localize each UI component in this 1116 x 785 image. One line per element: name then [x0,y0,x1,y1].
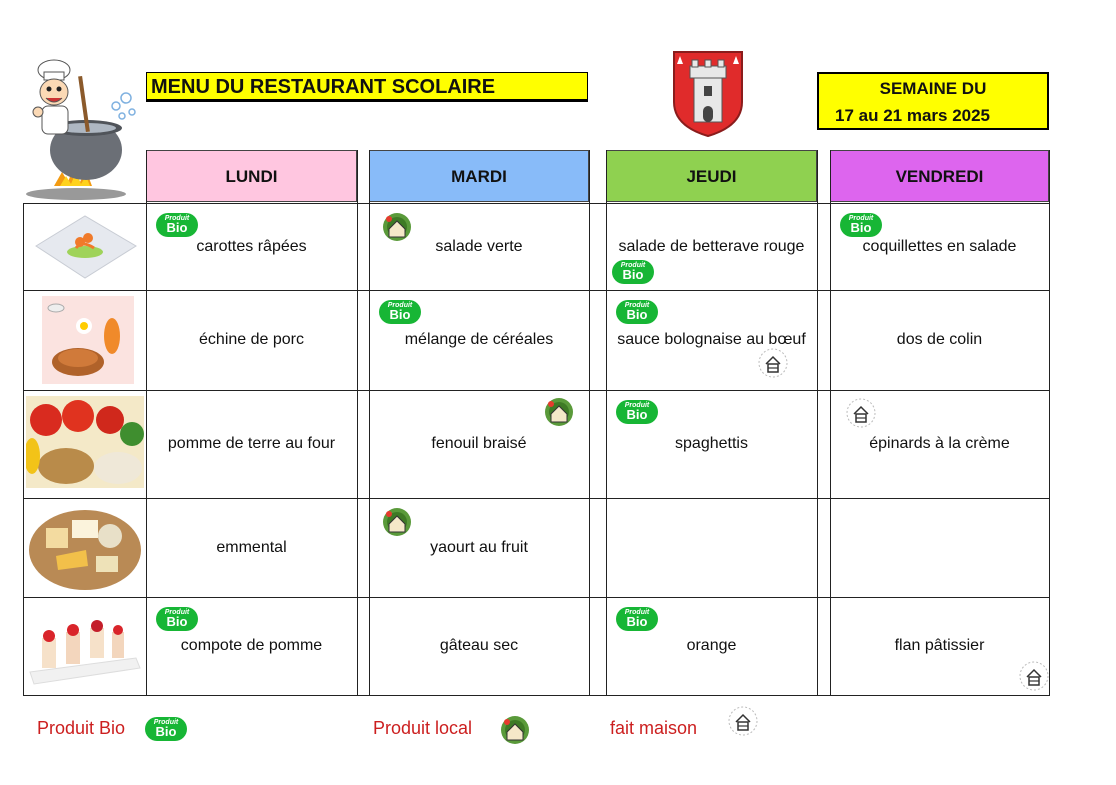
week-dates: 17 au 21 mars 2025 [835,106,991,125]
table-rule [357,150,358,696]
menu-cell [146,498,357,597]
menu-title: MENU DU RESTAURANT SCOLAIRE [146,72,588,102]
bio-badge-icon [840,213,882,237]
vegetables-image [26,396,144,488]
homemade-icon [1019,661,1049,691]
local-product-icon [543,396,575,428]
table-rule [23,695,1050,696]
day-header-vendredi: VENDREDI [830,150,1049,202]
menu-item-text: fenouil braisé [431,435,527,452]
week-label: SEMAINE DU [879,79,987,98]
menu-item-text: flan pâtissier [894,637,985,654]
local-product-icon [381,506,413,538]
legend-local-product-icon [499,714,531,746]
bio-badge-small-text: Produit [624,402,650,409]
homemade-icon [846,398,876,428]
menu-item-text: mélange de céréales [404,331,554,348]
menu-item-text: salade de betterave rouge [618,237,805,255]
bio-badge-icon [616,300,658,324]
menu-item-text: dos de colin [896,331,983,348]
chef-cooking-icon [24,58,142,200]
dessert-image [26,602,144,690]
week-box [817,72,1049,130]
bio-badge-big-text: Bio [166,220,188,235]
menu-item-text: compote de pomme [180,637,323,654]
bio-badge-icon [156,607,198,631]
menu-item-text: carottes râpées [196,237,307,255]
bio-badge-big-text: Bio [389,307,411,322]
legend-homemade-icon [728,706,758,736]
bio-badge-small-text: Produit [387,302,413,309]
menu-cell [830,597,1049,695]
bio-badge-icon [616,400,658,424]
bio-badge-small-text: Produit [153,719,179,726]
table-rule [589,150,590,696]
menu-item-text: salade verte [435,237,523,255]
bio-badge-icon [156,213,198,237]
day-header-mardi: MARDI [369,150,589,202]
bio-badge-icon [379,300,421,324]
local-product-icon [381,211,413,243]
menu-cell [830,290,1049,390]
bio-badge-big-text: Bio [622,267,644,282]
menu-cell [146,390,357,498]
bio-badge-small-text: Produit [164,609,190,616]
menu-item-text: sauce bolognaise au bœuf [617,331,806,348]
menu-item-text: orange [686,637,737,654]
menu-item-text: spaghettis [675,435,748,452]
bio-badge-small-text: Produit [164,215,190,222]
bio-badge-big-text: Bio [626,407,648,422]
menu-cell [146,290,357,390]
menu-item-text: échine de porc [199,331,304,348]
bio-badge-small-text: Produit [848,215,874,222]
bio-badge-big-text: Bio [850,220,872,235]
bio-badge-icon [612,260,654,284]
bio-badge-small-text: Produit [624,302,650,309]
legend-bio-label: Produit Bio [37,718,126,738]
legend-local-label: Produit local [373,718,473,738]
bio-badge-big-text: Bio [626,614,648,629]
bio-badge-small-text: Produit [624,609,650,616]
main-dish-image [42,296,134,384]
menu-item-text: gâteau sec [439,637,519,654]
table-rule [23,203,24,696]
starter-plate-image [26,206,144,288]
menu-cell [606,498,817,597]
legend-maison-label: fait maison [610,718,698,738]
bio-badge-big-text: Bio [155,724,177,739]
menu-cell [369,597,589,695]
menu-item-text: pomme de terre au four [167,435,336,452]
day-header-jeudi: JEUDI [606,150,817,202]
menu-item-text: coquillettes en salade [862,237,1017,255]
table-rule [817,150,818,696]
legend-bio-badge-icon [145,717,187,741]
bio-badge-icon [616,607,658,631]
day-header-lundi: LUNDI [146,150,357,202]
menu-item-text: yaourt au fruit [430,538,528,556]
menu-item-text: épinards à la crème [869,435,1010,452]
table-rule [1049,150,1050,696]
bio-badge-small-text: Produit [620,262,646,269]
town-crest-icon [672,50,744,138]
homemade-icon [758,348,788,378]
bio-badge-big-text: Bio [626,307,648,322]
bio-badge-big-text: Bio [166,614,188,629]
menu-item-text: emmental [216,538,287,556]
menu-cell [830,498,1049,597]
cheese-image [26,500,144,592]
